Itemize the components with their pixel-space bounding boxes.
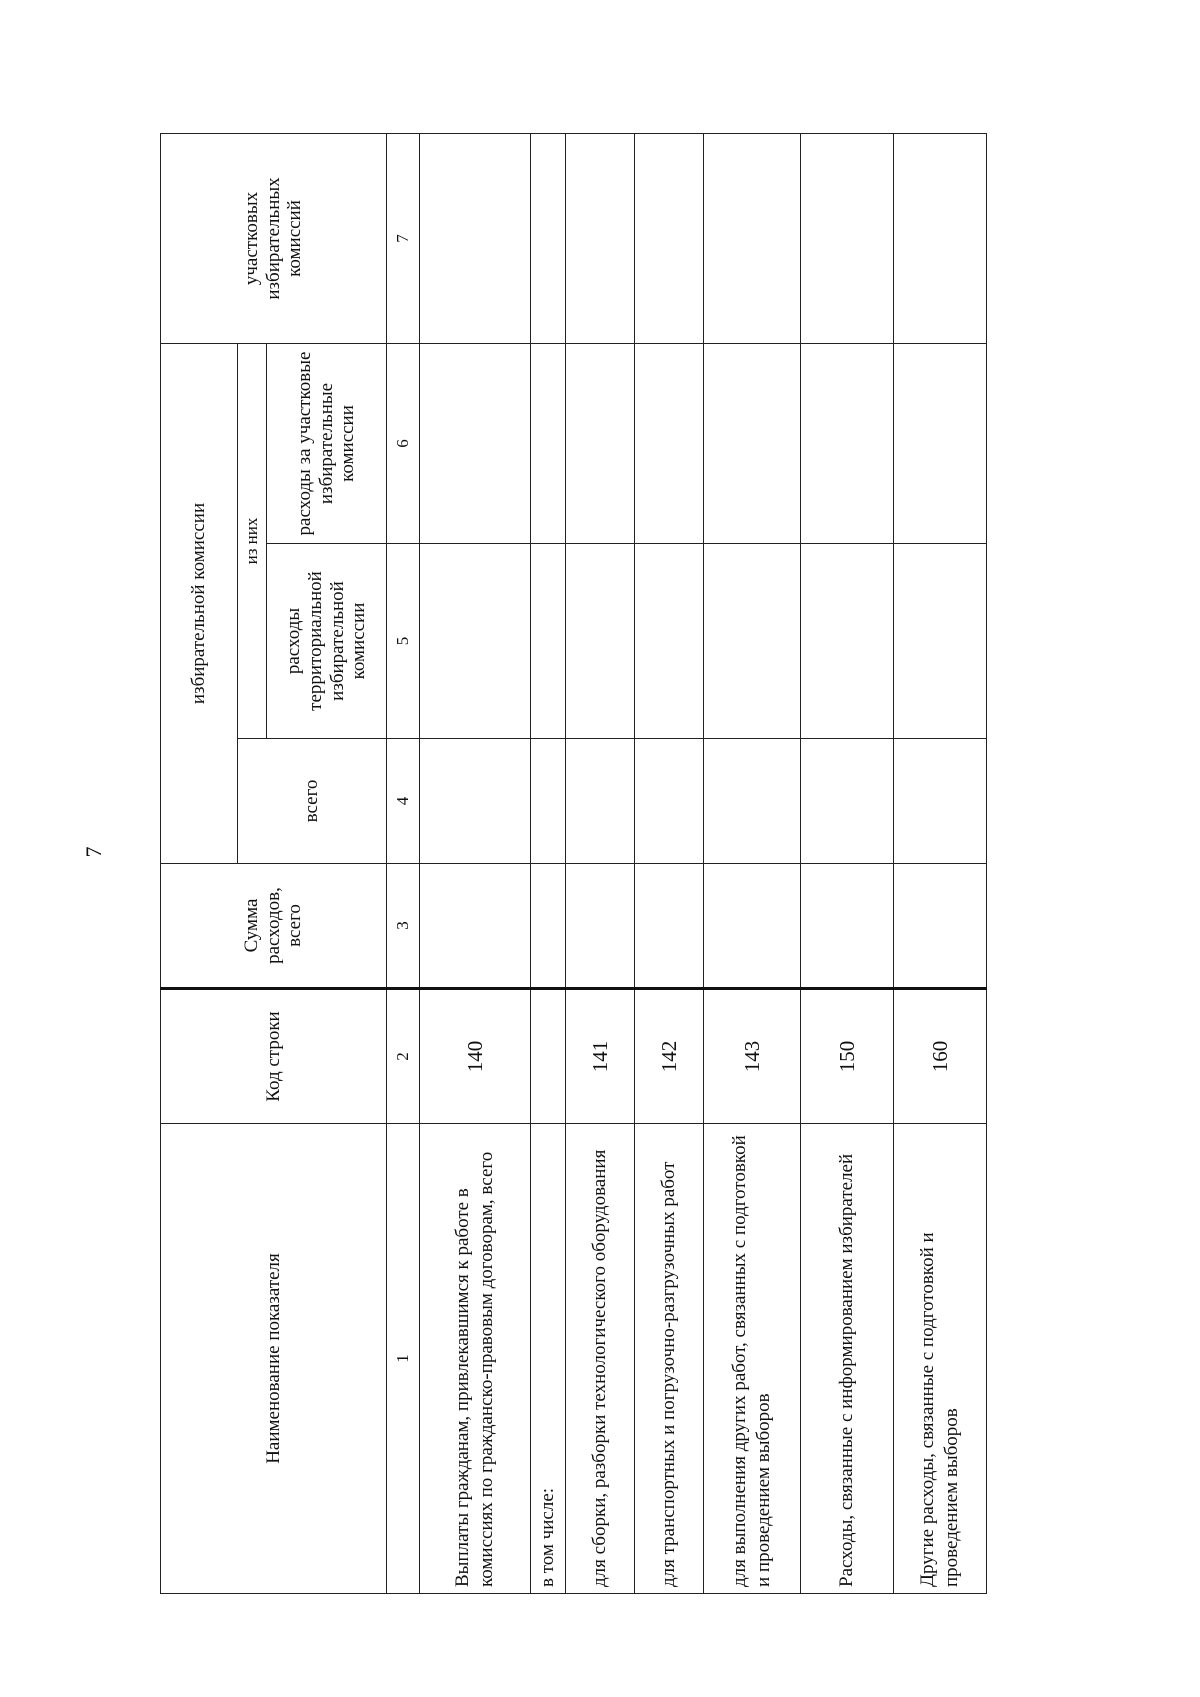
cell-precinct-expenses xyxy=(420,344,531,544)
cell-commission-total xyxy=(420,739,531,864)
table-row xyxy=(894,134,987,1594)
cell-precinct-commissions xyxy=(531,134,566,344)
row-code: 142 xyxy=(635,989,704,1124)
cell-commission-total xyxy=(566,739,635,864)
row-code: 140 xyxy=(420,989,531,1124)
cell-precinct-expenses xyxy=(894,344,987,544)
header-total: всего xyxy=(238,739,387,864)
cell-commission-total xyxy=(635,739,704,864)
column-number: 5 xyxy=(387,544,420,739)
cell-precinct-commissions xyxy=(894,134,987,344)
row-name: Выплаты гражданам, привлекавшимся к работе в комиссиях по гражданско-правовым договорам, всего xyxy=(420,1124,531,1594)
column-number: 6 xyxy=(387,344,420,544)
cell-precinct-commissions xyxy=(704,134,801,344)
header-row-1 xyxy=(161,134,238,1594)
table-row xyxy=(531,134,566,1594)
header-code: Код строки xyxy=(161,989,387,1124)
cell-total-expenses xyxy=(801,864,894,989)
row-name: Расходы, связанные с информированием избирателей xyxy=(801,1124,894,1594)
cell-precinct-expenses xyxy=(566,344,635,544)
cell-precinct-commissions xyxy=(801,134,894,344)
report-sheet xyxy=(160,134,1020,1594)
row-name: в том числе: xyxy=(531,1124,566,1594)
expense-report-table xyxy=(160,133,987,1594)
header-precinct-expenses: расходы за участковые избирательные комиссии xyxy=(267,344,387,544)
cell-territorial xyxy=(566,544,635,739)
cell-territorial xyxy=(531,544,566,739)
column-number: 7 xyxy=(387,134,420,344)
row-code: 150 xyxy=(801,989,894,1124)
column-number: 3 xyxy=(387,864,420,989)
table-row xyxy=(801,134,894,1594)
page-number: 7 xyxy=(81,846,106,858)
table-row xyxy=(635,134,704,1594)
cell-total-expenses xyxy=(531,864,566,989)
cell-total-expenses xyxy=(704,864,801,989)
cell-territorial xyxy=(704,544,801,739)
table-row xyxy=(566,134,635,1594)
column-number: 4 xyxy=(387,739,420,864)
header-of-which: из них xyxy=(238,344,267,739)
row-code: 141 xyxy=(566,989,635,1124)
row-code: 160 xyxy=(894,989,987,1124)
column-number-row xyxy=(387,134,420,1594)
column-number: 2 xyxy=(387,989,420,1124)
row-name: для транспортных и погрузочно-разгрузочных работ xyxy=(635,1124,704,1594)
row-name: для выполнения других работ, связанных с подготовкой и проведением выборов xyxy=(704,1124,801,1594)
cell-commission-total xyxy=(801,739,894,864)
header-election-commission: избирательной комиссии xyxy=(161,344,238,864)
cell-total-expenses xyxy=(566,864,635,989)
cell-precinct-expenses xyxy=(801,344,894,544)
cell-total-expenses xyxy=(635,864,704,989)
header-name: Наименование показателя xyxy=(161,1124,387,1594)
cell-precinct-expenses xyxy=(531,344,566,544)
cell-territorial xyxy=(894,544,987,739)
table-row xyxy=(704,134,801,1594)
cell-territorial xyxy=(635,544,704,739)
cell-commission-total xyxy=(704,739,801,864)
row-name: для сборки, разборки технологического оборудования xyxy=(566,1124,635,1594)
cell-total-expenses xyxy=(894,864,987,989)
column-number: 1 xyxy=(387,1124,420,1594)
cell-commission-total xyxy=(531,739,566,864)
cell-commission-total xyxy=(894,739,987,864)
cell-total-expenses xyxy=(420,864,531,989)
header-total-expenses: Сумма расходов, всего xyxy=(161,864,387,989)
row-name: Другие расходы, связанные с подготовкой и проведением выборов xyxy=(894,1124,987,1594)
cell-precinct-expenses xyxy=(704,344,801,544)
cell-precinct-expenses xyxy=(635,344,704,544)
row-code: 143 xyxy=(704,989,801,1124)
cell-precinct-commissions xyxy=(566,134,635,344)
cell-precinct-commissions xyxy=(420,134,531,344)
table-row xyxy=(420,134,531,1594)
header-precinct-commissions: участковых избирательных комиссий xyxy=(161,134,387,344)
cell-precinct-commissions xyxy=(635,134,704,344)
row-code xyxy=(531,989,566,1124)
cell-territorial xyxy=(801,544,894,739)
header-territorial: расходы территориальной избирательной комиссии xyxy=(267,544,387,739)
cell-territorial xyxy=(420,544,531,739)
